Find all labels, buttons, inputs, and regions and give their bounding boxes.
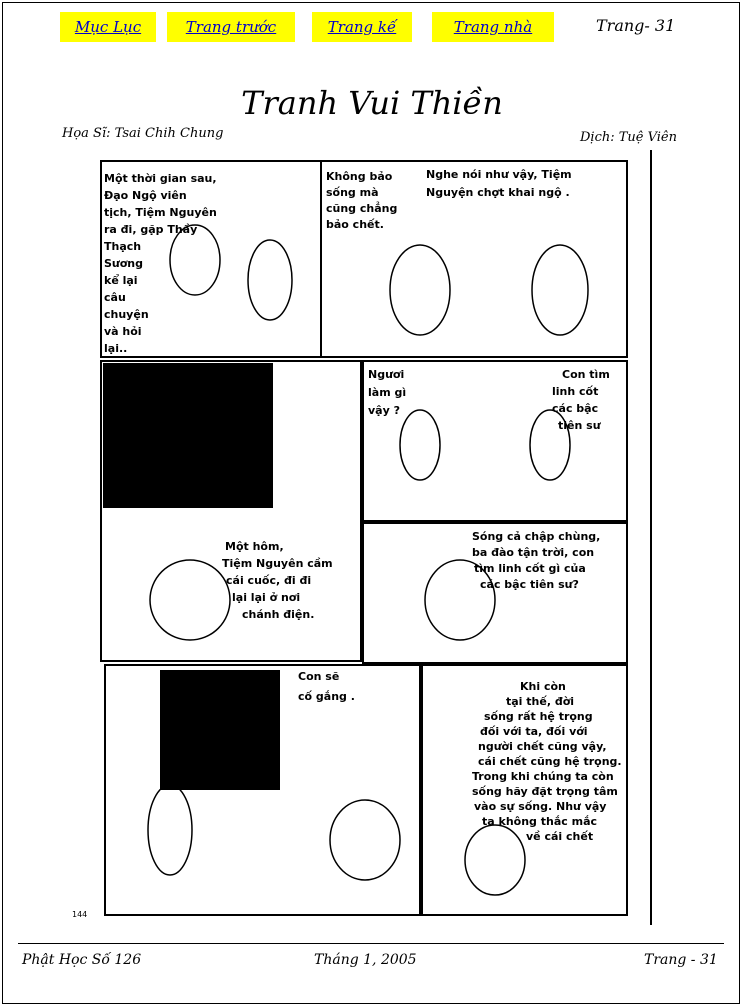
- footer-date: Tháng 1, 2005: [314, 952, 417, 968]
- translator-credit: Dịch: Tuệ Viên: [580, 130, 677, 145]
- comic-strip: [100, 160, 632, 920]
- bubble-panel-7: Khi còn tại thế, đời sống rất hệ trọng đối với ta, đối với người chết cũng vậy, cái chết cũng hệ trọng. Trong khi chúng ta còn sống hãy đặt trọng tâm vào sự sống. Như vậy ta không thắc mắc về cái chết: [472, 680, 622, 843]
- bubble-panel-4b: Con tìm linh cốt các bậc tiên sư: [552, 368, 610, 432]
- bubble-panel-6: Con sẽ cố gắng .: [298, 670, 355, 703]
- page-title: Tranh Vui Thiền: [241, 84, 503, 122]
- nav-trang-nha-link[interactable]: Trang nhà: [432, 12, 554, 42]
- bubble-panel-2: Không bảo sống mà cũng chẳng bảo chết.: [326, 170, 398, 231]
- buddha-shrine-image-2: [160, 670, 280, 790]
- bubble-panel-5: Sóng cả chập chùng, ba đào tận trời, con tìm linh cốt gì của các bậc tiên sư?: [472, 530, 601, 591]
- comic-page-number: 144: [72, 910, 88, 919]
- nav-muc-luc-link[interactable]: Mục Lục: [60, 12, 156, 42]
- nav-trang-truoc-link[interactable]: Trang trước: [167, 12, 295, 42]
- bubble-panel-3: Một hôm, Tiệm Nguyên cầm cái cuốc, đi đi lại lại ở nơi chánh điện.: [222, 540, 333, 621]
- footer-issue: Phật Học Số 126: [22, 952, 142, 968]
- nav-trang-ke-link[interactable]: Trang kế: [312, 12, 412, 42]
- artist-credit: Họa Sĩ: Tsai Chih Chung: [62, 126, 224, 141]
- bubble-panel-1: Một thời gian sau, Đạo Ngộ viên tịch, Tiệm Nguyên ra đi, gặp Thầy Thạch Sương kể lại câu chuyện và hỏi lại..: [104, 172, 217, 355]
- vertical-rule: [650, 150, 652, 925]
- page-number-top: Trang- 31: [596, 16, 676, 35]
- bubble-panel-2b: Nghe nói như vậy, Tiệm Nguyện chợt khai ngộ .: [426, 168, 572, 199]
- buddha-shrine-image: [103, 363, 273, 508]
- footer-page: Trang - 31: [644, 952, 718, 968]
- bubble-panel-4a: Ngươi làm gì vậy ?: [368, 368, 407, 417]
- footer-rule: [18, 943, 724, 944]
